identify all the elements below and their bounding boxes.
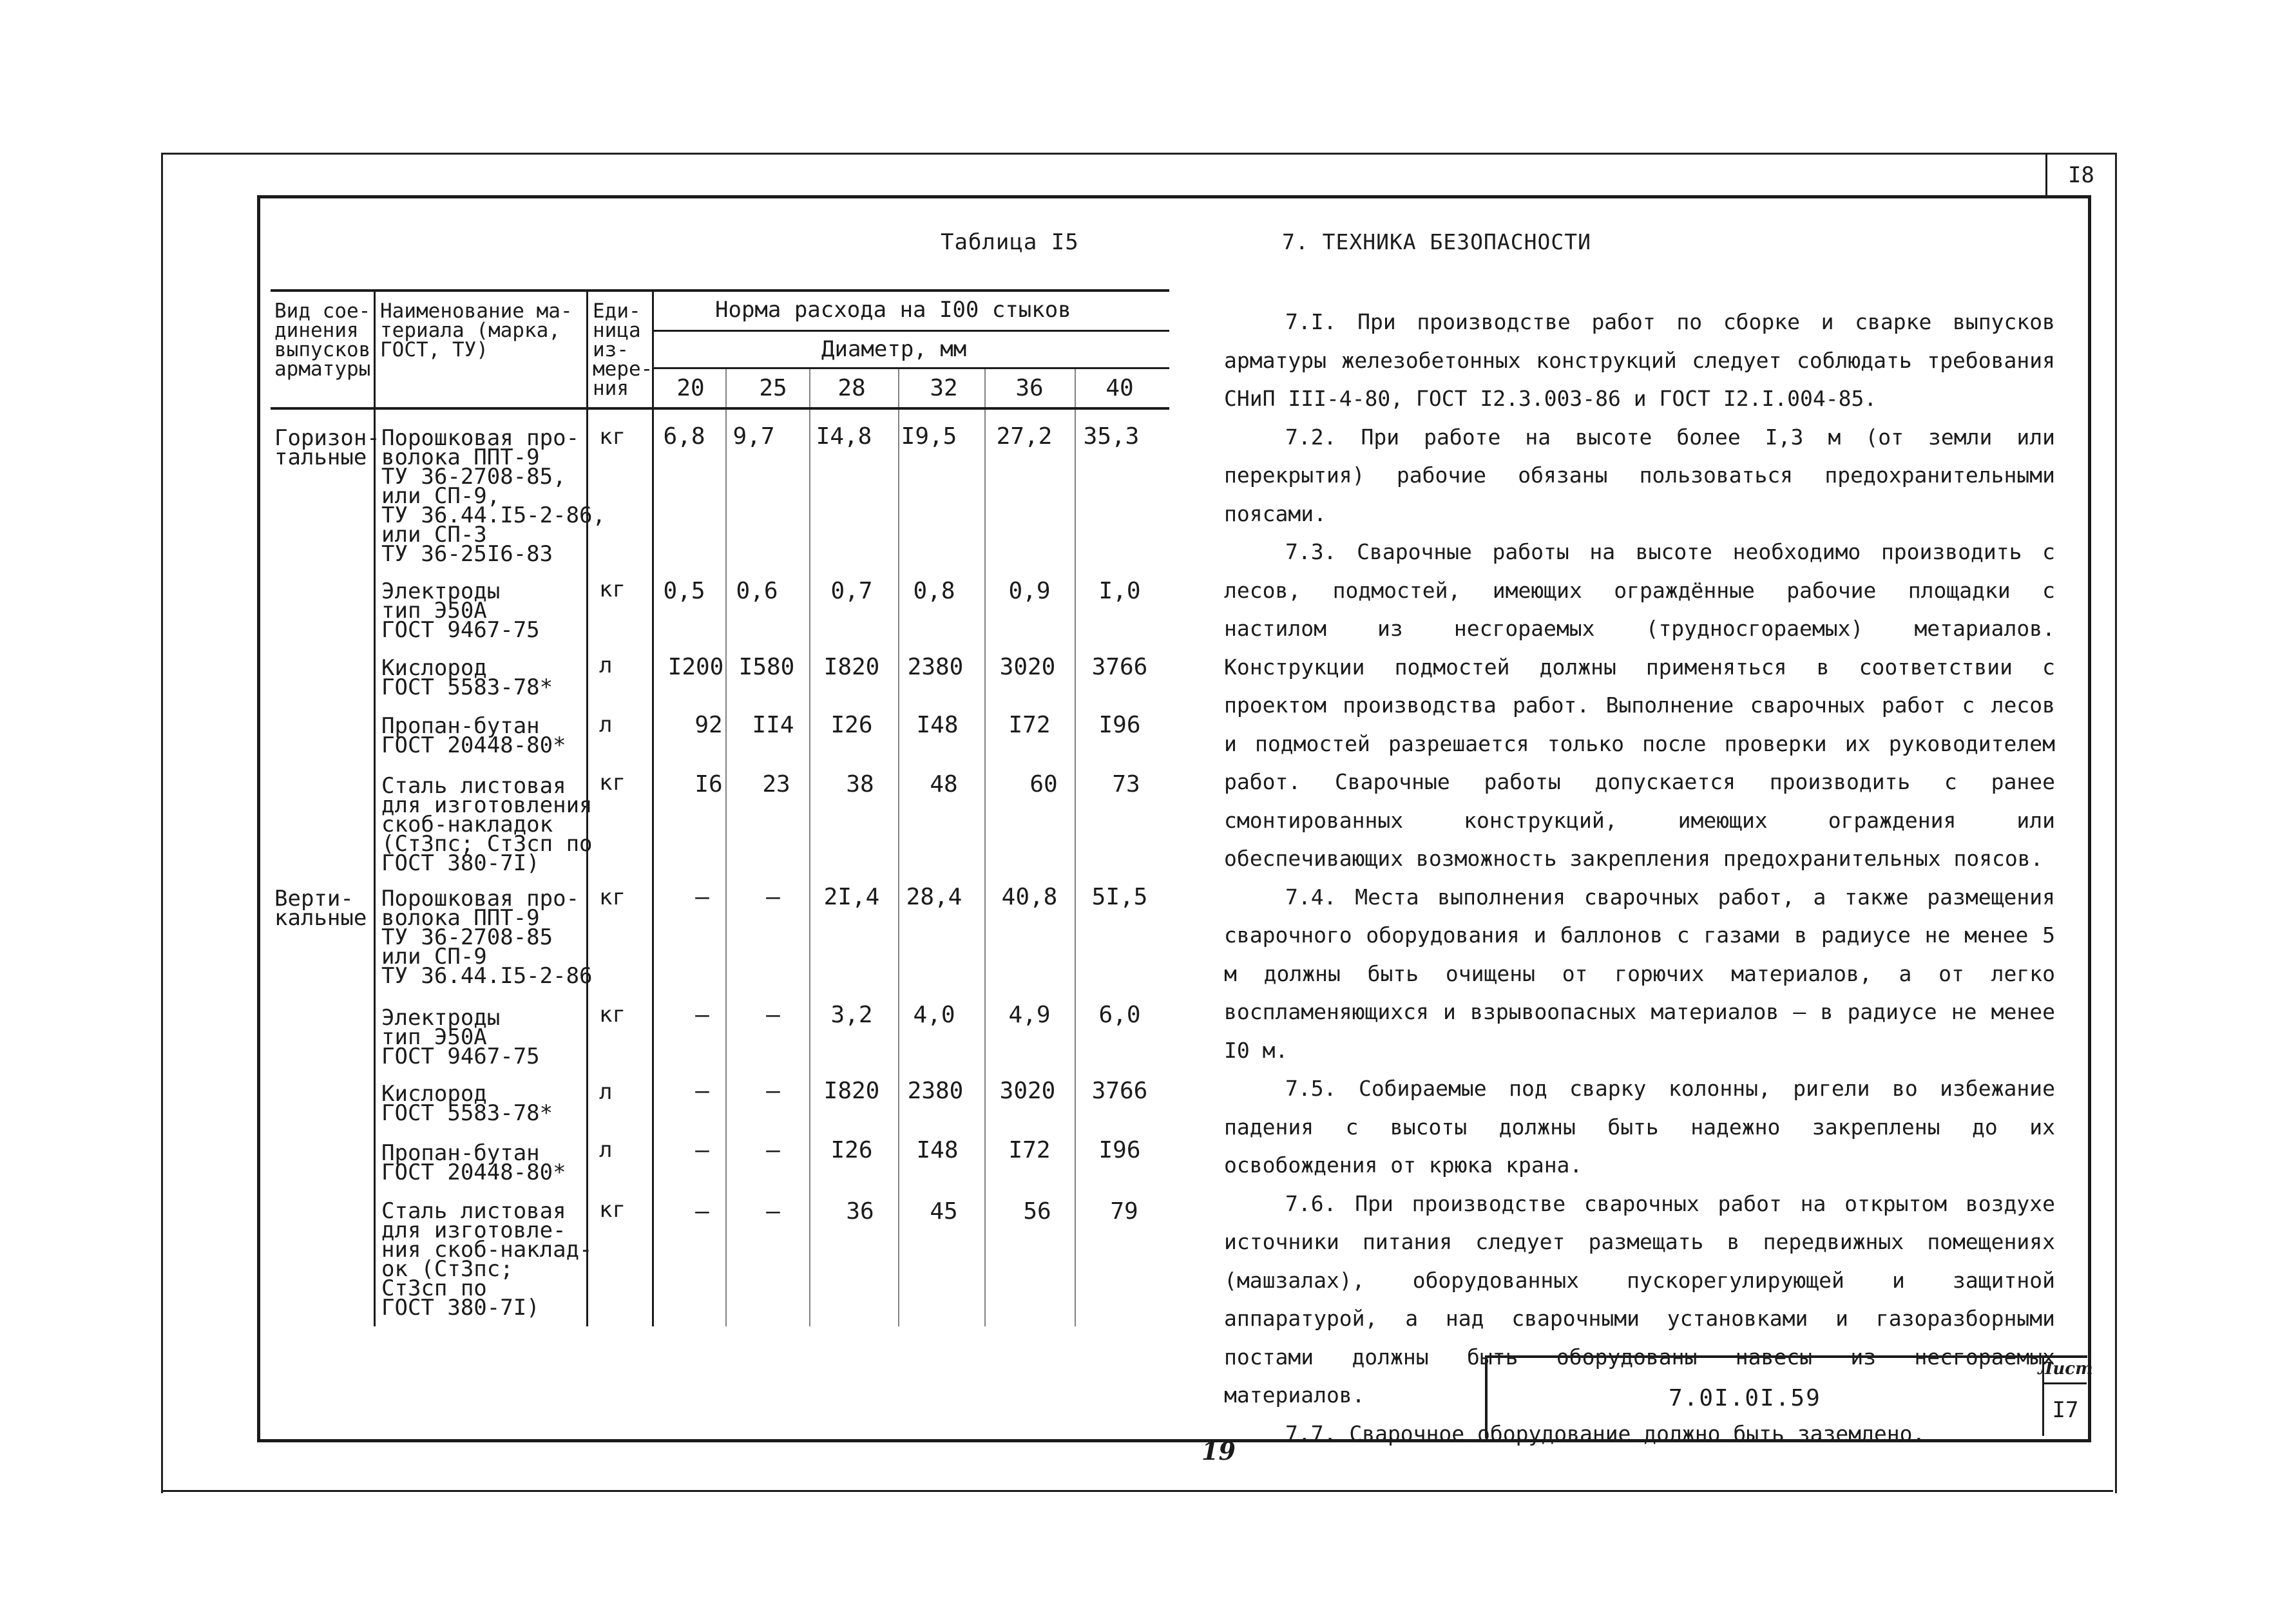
col-divider-d25 <box>725 369 727 1326</box>
material-cell: Порошковая про- волока ППТ-9 ТУ 36-2708-85, или СП-9, ТУ 36.44.I5-2-86, или СП-3 ТУ 36-25I6-83 <box>381 425 606 567</box>
value-cell: 28,4 <box>906 884 962 910</box>
header-bottom-line <box>271 407 1169 410</box>
diameter-25: 25 <box>759 375 787 401</box>
unit-cell: кг <box>599 1197 626 1223</box>
unit-cell: л <box>599 712 613 738</box>
value-cell: – <box>766 1002 780 1028</box>
value-cell: 40,8 <box>1001 884 1058 910</box>
value-cell: I48 <box>916 1137 959 1163</box>
diameter-36: 36 <box>1015 375 1044 401</box>
material-cell: Пропан-бутан ГОСТ 20448-80* <box>381 713 566 758</box>
value-cell: I820 <box>823 654 880 680</box>
value-cell: I72 <box>1008 712 1051 738</box>
value-cell: 56 <box>1023 1198 1051 1225</box>
value-cell: I26 <box>830 1137 873 1163</box>
value-cell: – <box>695 1137 709 1163</box>
paragraph-7-4: 7.4. Места выполнения сварочных работ, а также размещения сварочного оборудования и баллонов с газами в радиусе не менее 5 м должны быть очищены от горючих материалов, а от легко воспламеняющихся и взрывоопасных материалов – в радиусе не менее I0 м. <box>1224 884 2055 1063</box>
document-code: 7.0I.0I.59 <box>1669 1385 1821 1411</box>
material-cell: Сталь листовая для изготовления скоб-накладок (Ст3пс; Ст3сп по ГОСТ 380-7I) <box>381 773 593 876</box>
value-cell: 92 <box>694 712 723 738</box>
value-cell: 0,9 <box>1008 578 1051 604</box>
paragraph-7-5: 7.5. Собираемые под сварку колонны, ригели во избежание падения с высоты должны быть надежно закреплены до их освобождения от крюка крана. <box>1224 1076 2055 1178</box>
table-top-line <box>271 289 1169 292</box>
value-cell: – <box>695 884 709 910</box>
paragraph-7-6: 7.6. При производстве сварочных работ на открытом воздухе источники питания следует размещать в передвижных помещениях (машзалах), оборудованных пускорегулирующей и защитной аппаратурой, а над сварочными установками и газоразборными постами должны быть оборудованы навесы из несгораемых материалов. <box>1224 1190 2055 1408</box>
group-vertical: Верти- кальные <box>274 886 367 931</box>
value-cell: – <box>766 1198 780 1225</box>
diameter-divider-line <box>654 367 1169 369</box>
top-sheet-number: I8 <box>2045 153 2115 198</box>
unit-cell: л <box>599 1137 613 1163</box>
value-cell: I4,8 <box>816 423 872 450</box>
value-cell: 4,9 <box>1008 1002 1051 1028</box>
value-cell: 3766 <box>1091 654 1148 680</box>
header-norm: Норма расхода на I00 стыков <box>715 297 1071 323</box>
value-cell: – <box>766 1078 780 1104</box>
paragraph-7-7: 7.7. Сварочное оборудование должно быть заземлено. <box>1285 1420 1926 1446</box>
value-cell: II4 <box>752 712 794 738</box>
unit-cell: кг <box>599 424 626 450</box>
value-cell: 4,0 <box>913 1002 955 1028</box>
value-cell: 9,7 <box>732 423 775 450</box>
table-title: Таблица I5 <box>941 229 1079 255</box>
material-cell: Сталь листовая для изготовле- ния скоб-наклад- ок (Ст3пс; Ст3сп по ГОСТ 380-7I) <box>381 1198 593 1321</box>
header-unit: Еди- ница из- мере- ния <box>593 300 653 400</box>
material-cell: Электроды тип Э50А ГОСТ 9467-75 <box>381 578 540 643</box>
material-cell: Пропан-бутан ГОСТ 20448-80* <box>381 1140 566 1185</box>
header-connection-type: Вид сое- динения выпусков арматуры <box>274 300 371 381</box>
value-cell: I200 <box>667 654 724 680</box>
value-cell: 5I,5 <box>1091 884 1148 910</box>
value-cell: 2I,4 <box>823 884 880 910</box>
col-divider-d28 <box>809 369 810 1326</box>
section-title: 7. ТЕХНИКА БЕЗОПАСНОСТИ <box>1282 229 1591 254</box>
value-cell: I6 <box>694 771 723 798</box>
value-cell: 0,5 <box>663 578 705 604</box>
norm-divider-line <box>654 330 1169 332</box>
paragraph-7-2: 7.2. При работе на высоте более I,3 м (от земли или перекрытия) рабочие обязаны пользоваться предохранительными поясами. <box>1224 424 2055 526</box>
group-horizontal: Горизон- тальные <box>274 425 380 470</box>
value-cell: – <box>766 884 780 910</box>
paragraph-7-3: 7.3. Сварочные работы на высоте необходимо производить с лесов, подмостей, имеющих ограждённые рабочие площадки с настилом из несгораемых (трудносгораемых) метариалов. Конструкции подмостей должны применяться в соответствии с проектом производства работ. Выполнение сварочных работ с лесов и подмостей разрешается только после проверки их руководителем работ. Сварочные работы допускается производить с ранее смонтированных конструкций, имеющих ограждения или обеспечивающих возможность закрепления предохранительных поясов. <box>1224 539 2055 871</box>
value-cell: – <box>766 1137 780 1163</box>
material-cell: Кислород ГОСТ 5583-78* <box>381 655 553 700</box>
safety-section-body <box>1224 303 2055 1453</box>
unit-cell: кг <box>599 1002 626 1027</box>
value-cell: I9,5 <box>901 423 957 450</box>
sheet-label: Лист <box>2042 1355 2087 1384</box>
value-cell: – <box>695 1002 709 1028</box>
value-cell: 48 <box>930 771 958 798</box>
value-cell: 79 <box>1110 1198 1138 1225</box>
col-divider-d36 <box>984 369 986 1326</box>
value-cell: 2380 <box>907 654 964 680</box>
value-cell: 23 <box>762 771 790 798</box>
col-divider-d40 <box>1075 369 1076 1326</box>
value-cell: 6,8 <box>663 423 705 450</box>
material-cell: Порошковая про- волока ППТ-9 ТУ 36-2708-85 или СП-9 ТУ 36.44.I5-2-86 <box>381 886 593 989</box>
diameter-28: 28 <box>838 375 866 401</box>
value-cell: 3,2 <box>830 1002 873 1028</box>
value-cell: I26 <box>830 712 873 738</box>
value-cell: 0,6 <box>736 578 778 604</box>
value-cell: I72 <box>1008 1137 1051 1163</box>
value-cell: I96 <box>1098 712 1141 738</box>
diameter-32: 32 <box>930 375 958 401</box>
diameter-20: 20 <box>676 375 705 401</box>
value-cell: I96 <box>1098 1137 1141 1163</box>
value-cell: 3020 <box>999 1078 1056 1104</box>
sheet-number: I7 <box>2042 1384 2087 1436</box>
value-cell: 27,2 <box>996 423 1053 450</box>
handwritten-page-number: 19 <box>1201 1437 1236 1466</box>
value-cell: 38 <box>846 771 874 798</box>
value-cell: 60 <box>1029 771 1058 798</box>
value-cell: 45 <box>930 1198 958 1225</box>
value-cell: – <box>695 1198 709 1225</box>
value-cell: I48 <box>916 712 959 738</box>
value-cell: I820 <box>823 1078 880 1104</box>
unit-cell: кг <box>599 884 626 910</box>
value-cell: 3766 <box>1091 1078 1148 1104</box>
outer-frame-bottom <box>161 1490 2113 1492</box>
header-diameter: Диаметр, мм <box>821 336 967 362</box>
value-cell: 2380 <box>907 1078 964 1104</box>
value-cell: 35,3 <box>1083 423 1140 450</box>
paragraph-7-1: 7.I. При производстве работ по сборке и сварке выпусков арматуры железобетонных конструкций следует соблюдать требования СНиП III-4-80, ГОСТ I2.3.003-86 и ГОСТ I2.I.004-85. <box>1224 309 2055 411</box>
material-cell: Кислород ГОСТ 5583-78* <box>381 1081 553 1126</box>
col-divider-d32 <box>898 369 899 1326</box>
value-cell: I,0 <box>1098 578 1141 604</box>
value-cell: 0,8 <box>913 578 955 604</box>
unit-cell: л <box>599 1079 613 1105</box>
value-cell: 73 <box>1112 771 1140 798</box>
unit-cell: кг <box>599 577 626 602</box>
diameter-40: 40 <box>1106 375 1134 401</box>
value-cell: I580 <box>738 654 795 680</box>
value-cell: 6,0 <box>1098 1002 1141 1028</box>
unit-cell: кг <box>599 770 626 796</box>
value-cell: 0,7 <box>830 578 873 604</box>
unit-cell: л <box>599 653 613 678</box>
value-cell: 36 <box>846 1198 874 1225</box>
value-cell: – <box>695 1078 709 1104</box>
material-cell: Электроды тип Э50А ГОСТ 9467-75 <box>381 1005 540 1069</box>
header-material-name: Наименование ма- териала (марка, ГОСТ, ТУ) <box>380 300 573 361</box>
value-cell: 3020 <box>999 654 1056 680</box>
